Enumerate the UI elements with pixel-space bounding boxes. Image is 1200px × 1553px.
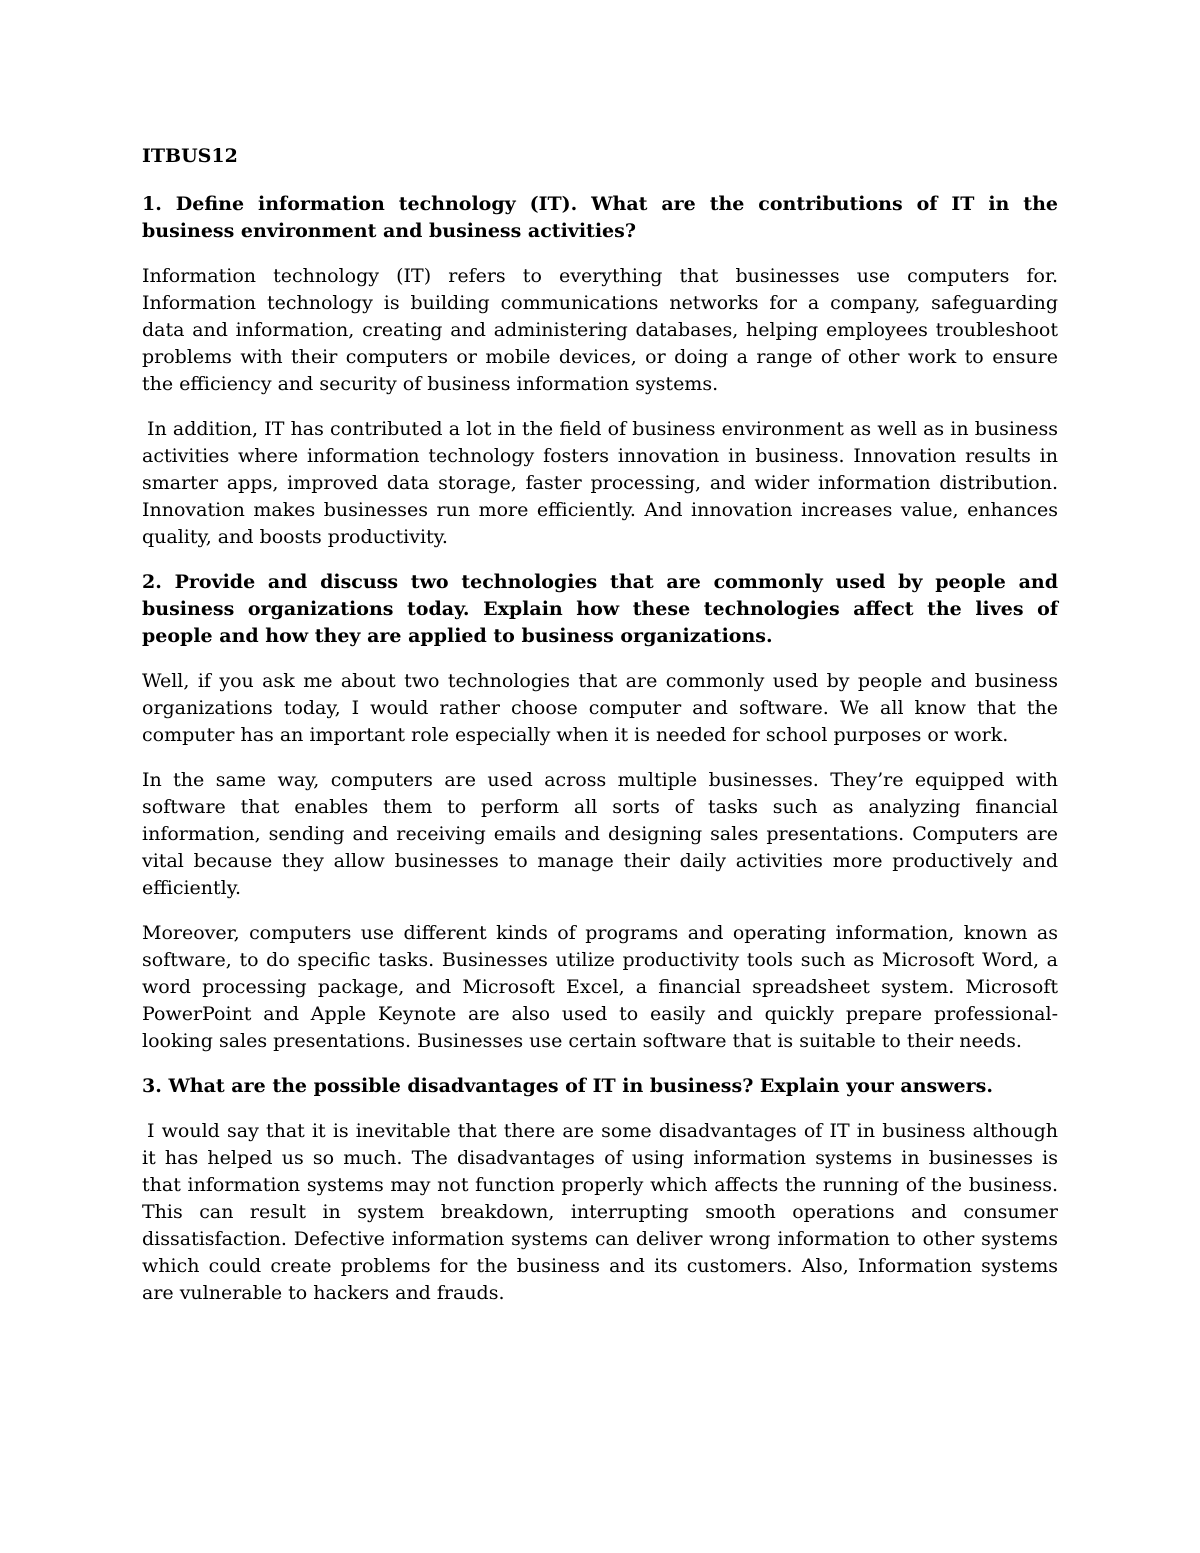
answer-1-paragraph-2: In addition, IT has contributed a lot in the field of business environment as well as in business activities where information technology fosters innovation in business. Innovation results in smarter apps, improved data storage, faster processing, and wider information distribution. Innovation makes businesses run more efficiently. And innovation increases value, enhances quality, and boosts productivity. xyxy=(142,418,1058,548)
document-page xyxy=(142,142,1058,1325)
section-1 xyxy=(142,191,1058,551)
answer-2-paragraph-1: Well, if you ask me about two technologies that are commonly used by people and business organizations today, I would rather choose computer and software. We all know that the computer has an important role especially when it is needed for school purposes or work. xyxy=(142,670,1058,746)
question-2: 2. Provide and discuss two technologies that are commonly used by people and business organizations today. Explain how these technologies affect the lives of people and how they are applied to business organizations. xyxy=(142,571,1058,647)
question-1: 1. Define information technology (IT). What are the contributions of IT in the business environment and business activities? xyxy=(142,193,1058,242)
question-3: 3. What are the possible disadvantages of IT in business? Explain your answers. xyxy=(142,1075,993,1097)
answer-2-paragraph-2: In the same way, computers are used across multiple businesses. They’re equipped with software that enables them to perform all sorts of tasks such as analyzing financial information, sending and receiving emails and designing sales presentations. Computers are vital because they allow businesses to manage their daily activities more productively and efficiently. xyxy=(142,769,1058,899)
section-3 xyxy=(142,1073,1058,1307)
answer-1-paragraph-1: Information technology (IT) refers to everything that businesses use computers for. Information technology is building communications networks for a company, safeguarding data and information, creating and administering databases, helping employees troubleshoot problems with their computers or mobile devices, or doing a range of other work to ensure the efficiency and security of business information systems. xyxy=(142,265,1058,395)
answer-3-paragraph-1: I would say that it is inevitable that there are some disadvantages of IT in business although it has helped us so much. The disadvantages of using information systems in businesses is that information systems may not function properly which affects the running of the business. This can result in system breakdown, interrupting smooth operations and consumer dissatisfaction. Defective information systems can deliver wrong information to other systems which could create problems for the business and its customers. Also, Information systems are vulnerable to hackers and frauds. xyxy=(142,1120,1058,1304)
document-title: ITBUS12 xyxy=(142,145,238,167)
section-2 xyxy=(142,569,1058,1055)
answer-2-paragraph-3: Moreover, computers use different kinds of programs and operating information, known as software, to do specific tasks. Businesses utilize productivity tools such as Microsoft Word, a word processing package, and Microsoft Excel, a financial spreadsheet system. Microsoft PowerPoint and Apple Keynote are also used to easily and quickly prepare professional-looking sales presentations. Businesses use certain software that is suitable to their needs. xyxy=(142,922,1058,1052)
